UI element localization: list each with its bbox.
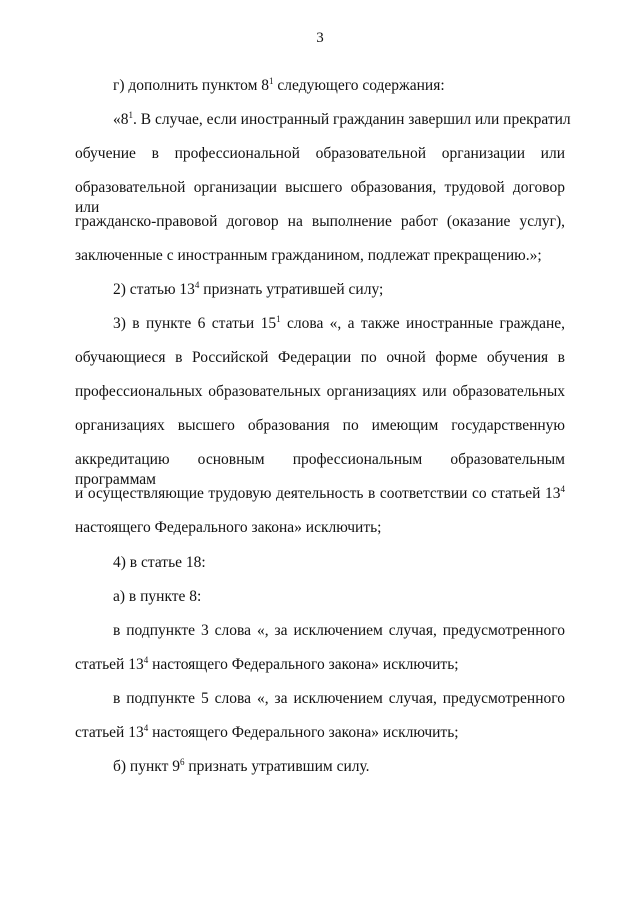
paragraph-line: б) пункт $9^6$ признать утратившим силу. bbox=[113, 757, 370, 775]
paragraph-line: статьей $13^4$ настоящего Федерального закона» исключить; bbox=[75, 655, 459, 673]
paragraph-line: образовательной организации высшего образования, трудовой договор или bbox=[75, 179, 565, 216]
paragraph-line: и осуществляющие трудовую деятельность в соответствии со статьей $13^4$ bbox=[75, 484, 565, 502]
paragraph-line: «$8^1$. В случае, если иностранный гражданин завершил или прекратил bbox=[113, 110, 571, 128]
paragraph-line: а) в пункте 8: bbox=[113, 588, 202, 605]
paragraph-line: в подпункте 3 слова «, за исключением случая, предусмотренного bbox=[113, 622, 565, 639]
paragraph-line: 4) в статье 18: bbox=[113, 554, 206, 571]
paragraph-line: статьей $13^4$ настоящего Федерального закона» исключить; bbox=[75, 723, 459, 741]
paragraph-line: гражданско-правовой договор на выполнение работ (оказание услуг), bbox=[75, 213, 565, 230]
paragraph-line: организациях высшего образования по имеющим государственную bbox=[75, 417, 565, 434]
paragraph-line: обучение в профессиональной образовательной организации или bbox=[75, 145, 565, 162]
paragraph-line: 2) статью $13^4$ признать утратившей силу; bbox=[113, 280, 384, 298]
paragraph-line: аккредитацию основным профессиональным образовательным программам bbox=[75, 451, 565, 488]
paragraph-line: 3) в пункте 6 статьи $15^1$ слова «, а также иностранные граждане, bbox=[113, 314, 565, 332]
paragraph-line: профессиональных образовательных организациях или образовательных bbox=[75, 383, 565, 400]
paragraph-line: заключенные с иностранным гражданином, подлежат прекращению.»; bbox=[75, 247, 542, 264]
paragraph-line: настоящего Федерального закона» исключить; bbox=[75, 519, 382, 536]
paragraph-line: г) дополнить пунктом $8^1$ следующего содержания: bbox=[113, 76, 445, 94]
paragraph-line: обучающиеся в Российской Федерации по очной форме обучения в bbox=[75, 349, 565, 366]
paragraph-line: в подпункте 5 слова «, за исключением случая, предусмотренного bbox=[113, 690, 565, 707]
page-number: 3 bbox=[316, 30, 324, 46]
